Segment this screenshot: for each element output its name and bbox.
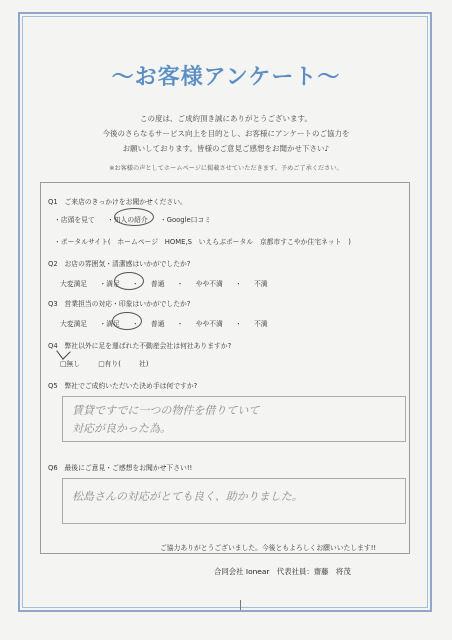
- pen-mark: [240, 600, 241, 610]
- q3-option-somewhat-dissatisfied: やや不満: [195, 320, 223, 328]
- q2-option-somewhat-dissatisfied: やや不満: [195, 280, 223, 288]
- q6-question: Q6 最後にご意見・ご感想をお聞かせ下さい!!: [48, 464, 193, 472]
- q2-option-neutral: 普通: [150, 280, 165, 288]
- answer-circle: [112, 312, 142, 330]
- q1-option-google-reviews: ・Google口コミ: [159, 216, 212, 224]
- q3-option-neutral: 普通: [150, 320, 165, 328]
- q3-options: [60, 318, 278, 328]
- q2-separator: ・: [131, 280, 139, 288]
- company-signature: 合同会社 Ionear 代表社員：齋藤 将茂: [214, 567, 351, 576]
- q1-option-referral: ・知人の紹介: [106, 216, 148, 224]
- intro-line-1: この度は、ご成約頂き誠にありがとうございます。: [140, 114, 312, 123]
- q3-option-dissatisfied: 不満: [253, 320, 268, 328]
- q4-company-count: 社): [139, 360, 149, 368]
- q2-question: Q2 お店の雰囲気・清潔感はいかがでしたか?: [48, 260, 191, 268]
- q2-option-dissatisfied: 不満: [253, 280, 268, 288]
- q3-separator: ・: [176, 320, 184, 328]
- q5-handwritten-line-1: 賃貸ですでに一つの物件を借りていて: [72, 404, 260, 417]
- q3-option-satisfied: ・満足: [99, 320, 120, 328]
- q5-question: Q5 弊社でご成約いただいた決め手は何ですか?: [48, 382, 198, 390]
- intro-line-3: お願いしております。皆様のご意見ご感想をお聞かせ下さい♪: [122, 144, 330, 153]
- q4-options: [60, 358, 158, 368]
- q4-option-yes: □有り(: [98, 360, 121, 368]
- page-title: 〜お客様アンケート〜: [111, 65, 341, 90]
- q2-separator: ・: [176, 280, 184, 288]
- q3-separator: ・: [234, 320, 242, 328]
- q1-option-portal: ・ポータルサイト( ホームページ HOME,S いえらぶポータル 京都市すこやか住宅ネット ): [54, 238, 351, 246]
- q1-option-storefront: ・店頭を見て: [54, 216, 95, 224]
- q3-option-very-satisfied: 大変満足: [60, 320, 88, 328]
- thanks-message: ご協力ありがとうございました。今後ともよろしくお願いいたします!!: [160, 544, 377, 552]
- publication-note: ※お客様の声としてホームページに掲載させていただきます。予めご了承ください。: [109, 165, 343, 172]
- answer-circle: [114, 272, 144, 290]
- q2-option-satisfied: ・満足: [99, 280, 120, 288]
- q4-option-none: □無し: [60, 360, 81, 368]
- q2-option-very-satisfied: 大変満足: [60, 280, 88, 288]
- answer-circle: [114, 208, 154, 226]
- q2-separator: ・: [234, 280, 242, 288]
- q6-handwritten-answer: 松島さんの対応がとても良く、助かりました。: [72, 490, 303, 503]
- q2-options: [60, 278, 278, 288]
- q1-question: Q1 ご来店のきっかけをお聞かせください。: [48, 198, 187, 206]
- q3-separator: ・: [131, 320, 139, 328]
- q3-question: Q3 営業担当の対応・印象はいかがでしたか?: [48, 300, 191, 308]
- q5-handwritten-line-2: 対応が良かった為。: [72, 422, 171, 435]
- q4-question: Q4 弊社以外に足を運ばれた不動産会社は何社ありますか?: [48, 342, 232, 350]
- intro-line-2: 今後のさらなるサービス向上を目的とし、お客様にアンケートのご協力を: [102, 129, 350, 138]
